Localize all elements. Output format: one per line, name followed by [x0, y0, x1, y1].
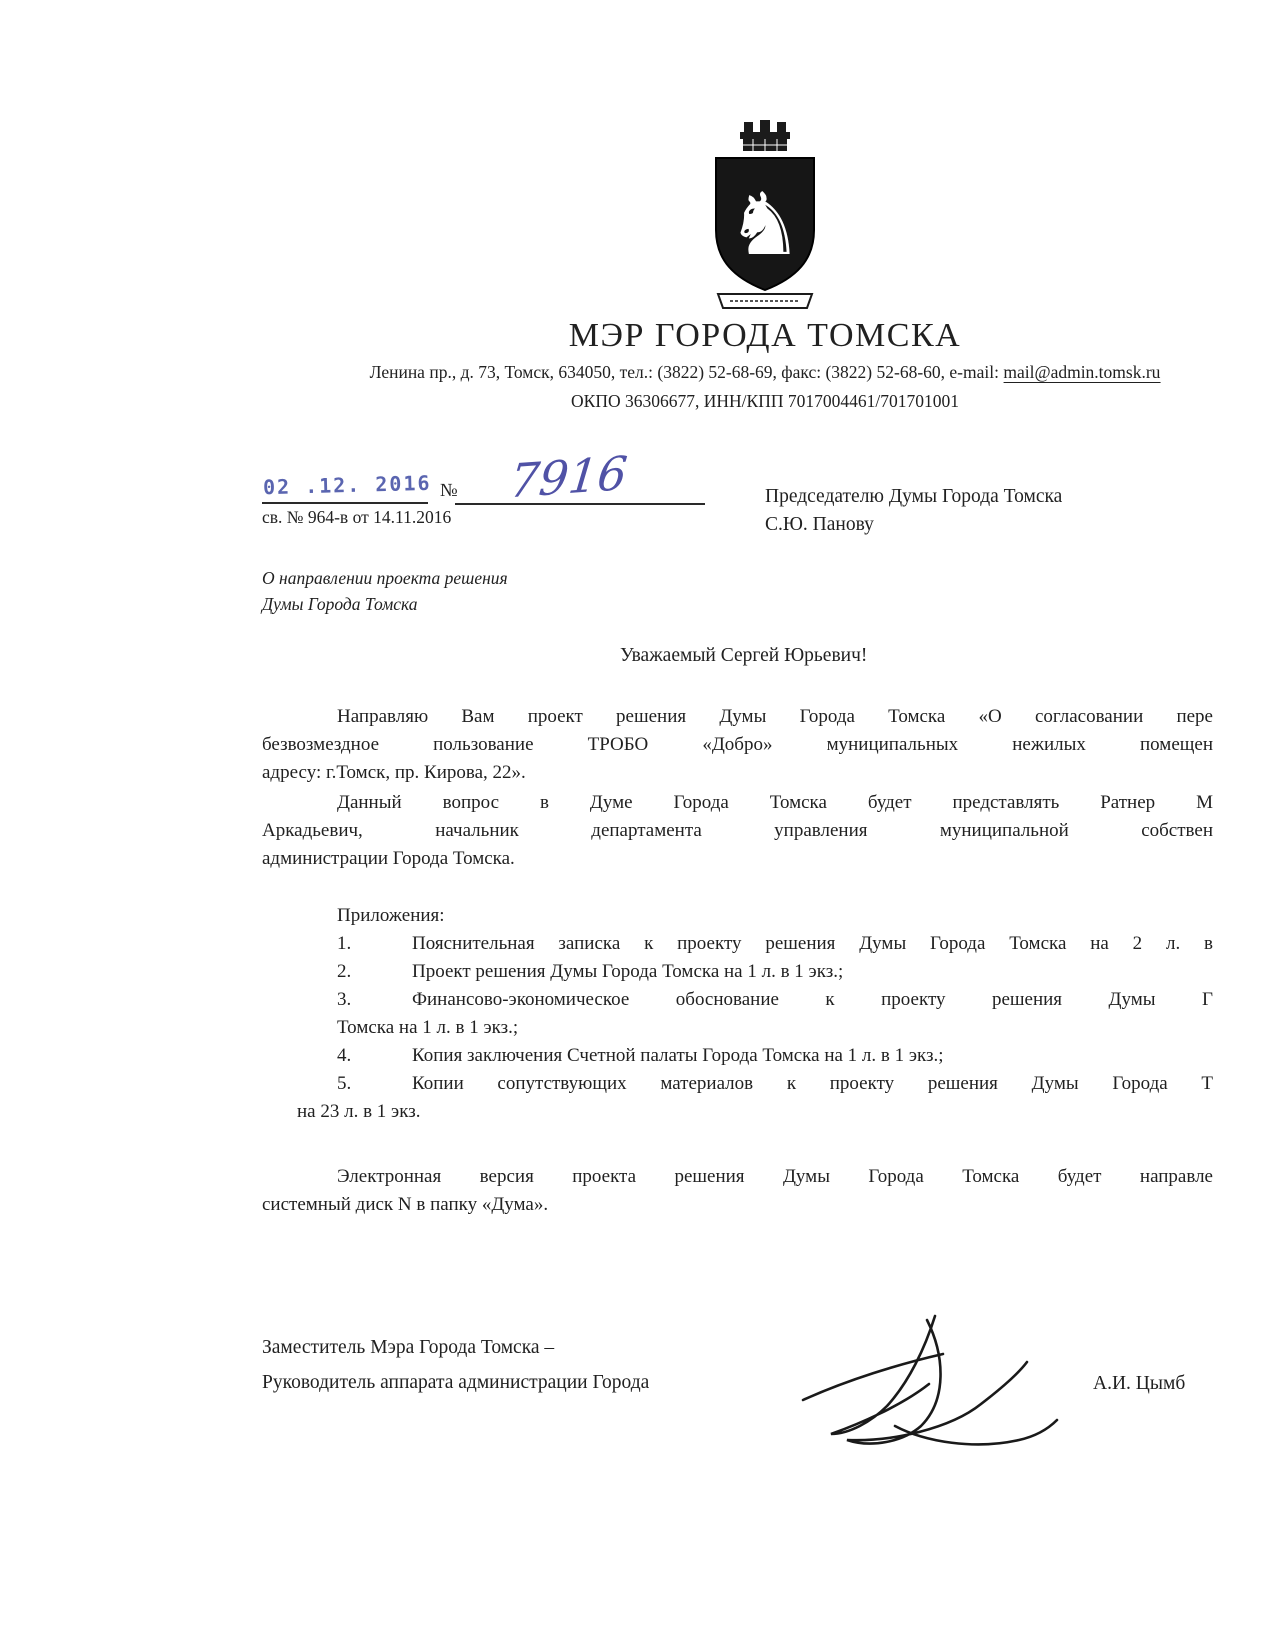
attachment-line: на 23 л. в 1 экз. [297, 1101, 421, 1122]
svg-text:♞: ♞ [726, 175, 804, 275]
number-sign: № [440, 481, 458, 501]
salutation: Уважаемый Сергей Юрьевич! [620, 645, 868, 666]
date-stamp: 02 .12. 2016 [262, 470, 432, 500]
attachment-line: Томска на 1 л. в 1 экз.; [337, 1017, 519, 1038]
tomsk-coat-of-arms-icon [700, 120, 830, 312]
subject-line: Думы Города Томска [262, 594, 418, 614]
attachment-number: 4. [337, 1045, 352, 1066]
body-line: системный диск N в папку «Дума». [262, 1194, 549, 1215]
signer-title-line: Заместитель Мэра Города Томска – [262, 1337, 555, 1358]
subject-block [262, 565, 508, 617]
attachment-line: Пояснительная записка к проекту решения Думы Города Томска на 2 л. в [412, 933, 1213, 954]
signer-title-line: Руководитель аппарата администрации Города [262, 1372, 650, 1393]
body-line: Электронная версия проекта решения Думы Города Томска будет направле [337, 1166, 1213, 1187]
org-email: mail@admin.tomsk.ru [1003, 362, 1161, 382]
signer-name: А.И. Цымб [1093, 1373, 1186, 1394]
attachment-number: 1. [337, 933, 352, 954]
handwritten-number: 7916 [507, 445, 630, 509]
subject-line: О направлении проекта решения [262, 568, 508, 588]
body-line: Аркадьевич, начальник департамента управления муниципальной собствен [262, 820, 1213, 841]
date-underline [262, 502, 428, 504]
number-underline [455, 503, 705, 505]
recipient-line: С.Ю. Панову [765, 514, 874, 535]
attachment-line: Копии сопутствующих материалов к проекту решения Думы Города Т [412, 1073, 1213, 1094]
org-address-text: Ленина пр., д. 73, Томск, 634050, тел.: (3822) 52-68-69, факс: (3822) 52-68-60, e-mail: [369, 362, 1004, 382]
body-line: безвозмездное пользование ТРОБО «Добро» муниципальных нежилых помещен [262, 734, 1213, 755]
attachment-line: Проект решения Думы Города Томска на 1 л. в 1 экз.; [412, 961, 844, 982]
attachment-number: 2. [337, 961, 352, 982]
body-line: администрации Города Томска. [262, 848, 515, 869]
attachment-line: Финансово-экономическое обоснование к проекту решения Думы Г [412, 989, 1213, 1010]
attachment-number: 3. [337, 989, 352, 1010]
org-name: МЭР ГОРОДА ТОМСКА [568, 317, 962, 354]
body-line: Данный вопрос в Думе Города Томска будет представлять Ратнер М [337, 792, 1213, 813]
org-codes: ОКПО 36306677, ИНН/КПП 7017004461/701701001 [571, 391, 959, 411]
recipient-block [765, 483, 1062, 539]
attachment-number: 5. [337, 1073, 352, 1094]
org-address [370, 362, 1161, 383]
attachment-line: Копия заключения Счетной палаты Города Томска на 1 л. в 1 экз.; [412, 1045, 944, 1066]
attachments-heading: Приложения: [337, 905, 445, 926]
handwritten-signature-icon [775, 1308, 1070, 1463]
body-line: адресу: г.Томск, пр. Кирова, 22». [262, 762, 526, 783]
recipient-line: Председателю Думы Города Томска [765, 486, 1063, 507]
reference-line: св. № 964-в от 14.11.2016 [262, 507, 452, 527]
body-line: Направляю Вам проект решения Думы Города Томска «О согласовании пере [337, 706, 1213, 727]
